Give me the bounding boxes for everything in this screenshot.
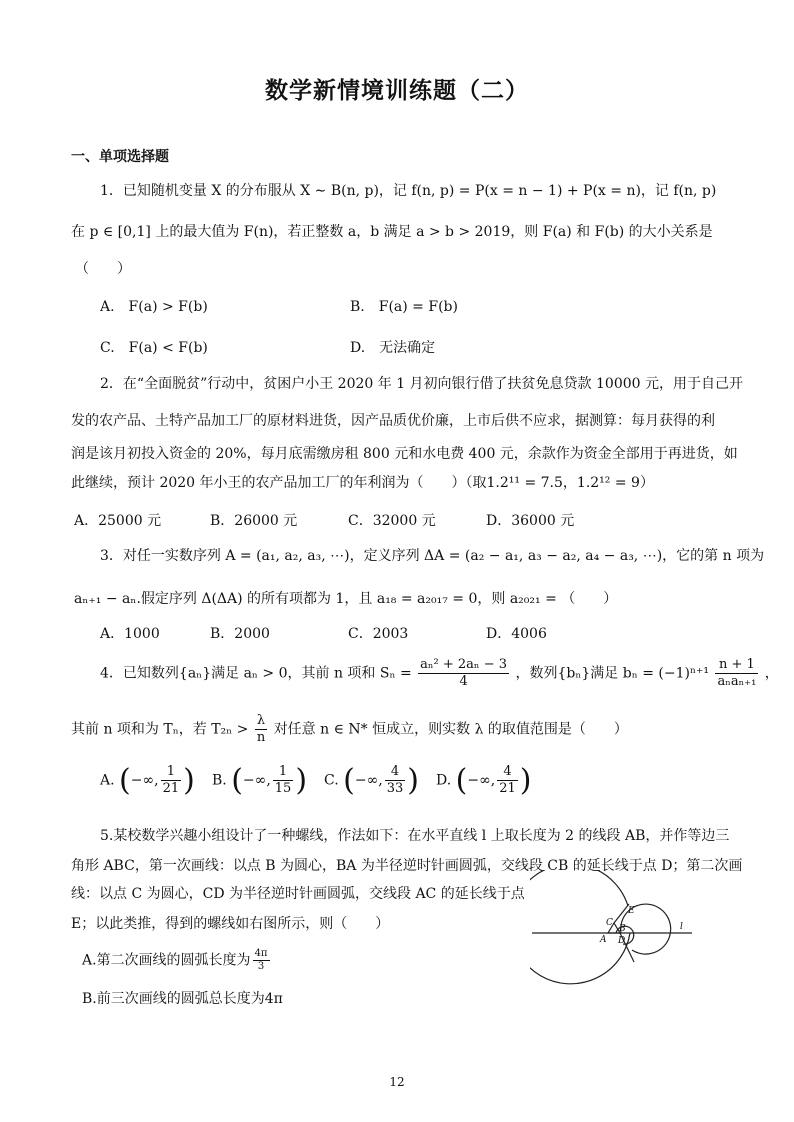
q4-option-c-den: 33 [386,781,404,796]
q3-option-a: A．1000 [100,626,160,642]
q3-option-c: C．2003 [348,626,409,642]
q4-option-d-lead: −∞, [467,772,496,789]
section-heading: 一、单项选择题 [71,149,169,165]
q1-line3: （ ） [75,261,131,277]
q3-option-b: B．2000 [210,626,270,642]
q4-option-b-label: B. [212,772,227,789]
q2-option-c: C．32000 元 [348,513,436,529]
q4-post: ， [764,665,779,682]
page-number: 12 [389,1075,405,1089]
q3-line2: aₙ₊₁ − aₙ.假定序列 Δ(ΔA) 的所有项都为 1，且 a₁₈ = a₂₀₁₇ = 0，则 a₂₀₂₁ = （ ） [74,591,618,607]
q4-option-b: B. (−∞, $\frac{1}{15}$ ) [212,763,308,798]
q4-b-numerator: n + 1 [715,657,758,674]
q1-option-c: C. F(a) < F(b) [100,340,208,356]
q5-option-a-num: 4π [254,948,268,959]
label-l: l [680,922,683,932]
q4-option-a-lead: −∞, [130,772,159,789]
q4-line1 [100,657,779,690]
q4-line2a: 其前 n 项和为 Tₙ，若 T₂ₙ > [71,721,249,738]
q2-option-a: A．25000 元 [74,513,162,529]
q4-lambda-numerator: λ [255,713,267,730]
q5-option-a-fraction [253,948,270,973]
outer-arc [530,870,630,984]
q1-option-a: A. F(a) > F(b) [100,299,208,315]
q4-option-c-label: C. [324,772,339,789]
q4-option-d-fraction [497,764,518,797]
q4-s-denominator: 4 [459,674,468,689]
q1-line2: 在 p ∈ [0,1] 上的最大值为 F(n)，若正整数 a，b 满足 a > b > 2019，则 F(a) 和 F(b) 的大小关系是 [71,224,713,240]
q2-option-b: B．26000 元 [210,513,298,529]
q4-option-d: D. (−∞, $\frac{4}{21}$ ) [436,763,532,798]
q5-line3: 线：以点 C 为圆心，CD 为半径逆时针画圆弧，交线段 AC 的延长线于点 [71,886,525,902]
q4-line2 [71,713,628,746]
label-a: A [600,935,607,945]
q3-option-d: D．4006 [486,626,547,642]
q2-line3: 润是该月初投入资金的 20%，每月底需缴房租 800 元和水电费 400 元，余款作为资金全部用于再进货，如 [71,446,738,462]
q4-lambda-fraction [255,713,267,746]
q5-line1: 5.某校数学兴趣小组设计了一种螺线，作法如下：在水平直线 l 上取长度为 2 的线段 AB，并作等边三 [100,828,730,844]
q4-option-b-den: 15 [274,781,292,796]
q5-line4: E；以此类推，得到的螺线如右图所示，则（ ） [71,916,390,932]
page-title: 数学新情境训练题（二） [265,78,529,104]
q5-option-a-den: 3 [257,961,265,972]
q1-option-d: D. 无法确定 [350,340,436,356]
q2-line4: 此继续，预计 2020 年小王的农产品加工厂的年利润为（ ）（取1.2¹¹ = 7.5，1.2¹² = 9） [71,475,654,491]
label-b: B [619,924,626,934]
q4-option-c-lead: −∞, [354,772,383,789]
q5-option-b: B.前三次画线的圆弧总长度为4π [82,991,283,1007]
q4-b-fraction [715,657,758,690]
q4-option-b-num: 1 [273,764,294,781]
label-c: C [606,918,613,928]
q5-option-a-text: A.第二次画线的圆弧长度为 [82,952,251,969]
q4-mid: ，数列{bₙ}满足 bₙ = (−1)ⁿ⁺¹ [515,665,710,682]
q4-option-c-num: 4 [385,764,406,781]
q4-b-denominator: aₙaₙ₊₁ [717,674,757,689]
q4-option-a-fraction [161,764,182,797]
q2-option-d: D．36000 元 [486,513,575,529]
q3-line1: 3．对任一实数序列 A = (a₁, a₂, a₃, ⋯)，定义序列 ΔA = (a₂ − a₁, a₃ − a₂, a₄ − a₃, ⋯)，它的第 n 项为 [100,548,765,564]
spiral-figure [530,870,700,992]
q4-option-a-den: 21 [162,781,180,796]
q4-option-d-num: 4 [497,764,518,781]
label-d: D [618,936,626,946]
q5-line2: 角形 ABC，第一次画线：以点 B 为圆心，BA 为半径逆时针画圆弧，交线段 CB 的延长线于点 D；第二次画 [71,858,743,874]
q2-line1: 2．在“全面脱贫”行动中，贫困户小王 2020 年 1 月初向银行借了扶贫免息贷款 10000 元，用于自己开 [100,376,743,392]
q4-option-a-label: A. [100,772,115,789]
q5-option-a [82,948,272,973]
q4-option-d-den: 21 [499,781,516,796]
q4-option-c: C. (−∞, $\frac{4}{33}$ ) [324,763,419,798]
q4-option-a-num: 1 [161,764,182,781]
q4-line2b: 对任意 n ∈ N* 恒成立，则实数 λ 的取值范围是（ ） [273,721,628,738]
label-e: E [628,906,635,916]
q2-line2: 发的农产品、土特产品加工厂的原材料进货，因产品质优价廉，上市后供不应求，据测算：每月获得的利 [71,413,715,429]
q4-s-fraction [418,657,509,690]
q4-pre: 4．已知数列{aₙ}满足 aₙ > 0，其前 n 项和 Sₙ = [100,665,412,682]
q4-s-numerator: aₙ² + 2aₙ − 3 [420,657,507,672]
q4-option-a: A. (−∞, $\frac{1}{21}$ ) [100,763,195,798]
q4-option-c-fraction [385,764,406,797]
q4-option-d-label: D. [436,772,452,789]
q4-option-b-lead: −∞, [242,772,271,789]
q4-option-b-fraction [273,764,294,797]
q1-option-b: B. F(a) = F(b) [350,299,458,315]
q4-lambda-denominator: n [256,730,266,745]
q1-line1: 1．已知随机变量 X 的分布服从 X ∼ B(n, p)，记 f(n, p) = P(x = n − 1) + P(x = n)，记 f(n, p) [100,183,717,199]
